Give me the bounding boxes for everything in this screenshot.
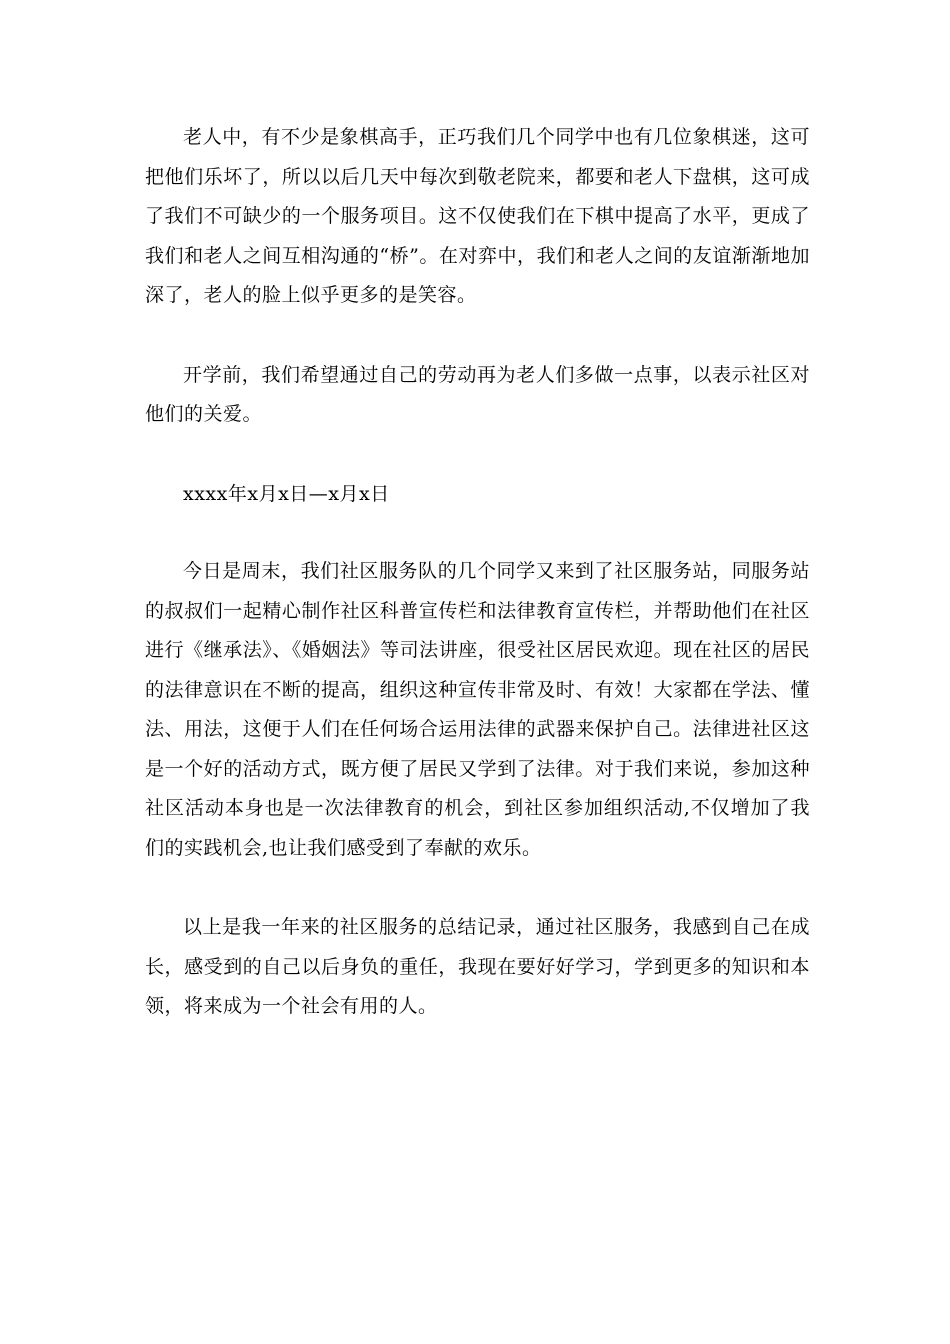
paragraph-before-school: 开学前，我们希望通过自己的劳动再为老人们多做一点事，以表示社区对他们的关爱。 [145,363,810,425]
paragraph-law-community: 今日是周末，我们社区服务队的几个同学又来到了社区服务站，同服务站的叔叔们一起精心制作社区科普宣传栏和法律教育宣传栏，并帮助他们在社区进行《继承法》、《婚姻法》等司法讲座，很受社区居民欢迎。现在社区的居民的法律意识在不断的提高，组织这种宣传非常及时、有效！大家都在学法、懂法、用法，这便于人们在任何场合运用法律的武器来保护自己。法律进社区这是一个好的活动方式，既方便了居民又学到了法律。对于我们来说，参加这种社区活动本身也是一次法律教育的机会，到社区参加组织活动,不仅增加了我们的实践机会,也让我们感受到了奉献的欢乐。 [145,560,810,859]
paragraph-chess: 老人中，有不少是象棋高手，正巧我们几个同学中也有几位象棋迷，这可把他们乐坏了，所以以后几天中每次到敬老院来，都要和老人下盘棋，这可成了我们不可缺少的一个服务项目。这不仅使我们在下棋中提高了水平，更成了我们和老人之间互相沟通的“桥”。在对弈中，我们和老人之间的友谊渐渐地加深了，老人的脸上似乎更多的是笑容。 [145,126,810,306]
date-line: xxxx年x月x日—x月x日 [183,482,390,505]
document-body [145,118,810,1067]
paragraph-summary: 以上是我一年来的社区服务的总结记录，通过社区服务，我感到自己在成长，感受到的自己以后身负的重任，我现在要好好学习，学到更多的知识和本领，将来成为一个社会有用的人。 [145,916,810,1017]
